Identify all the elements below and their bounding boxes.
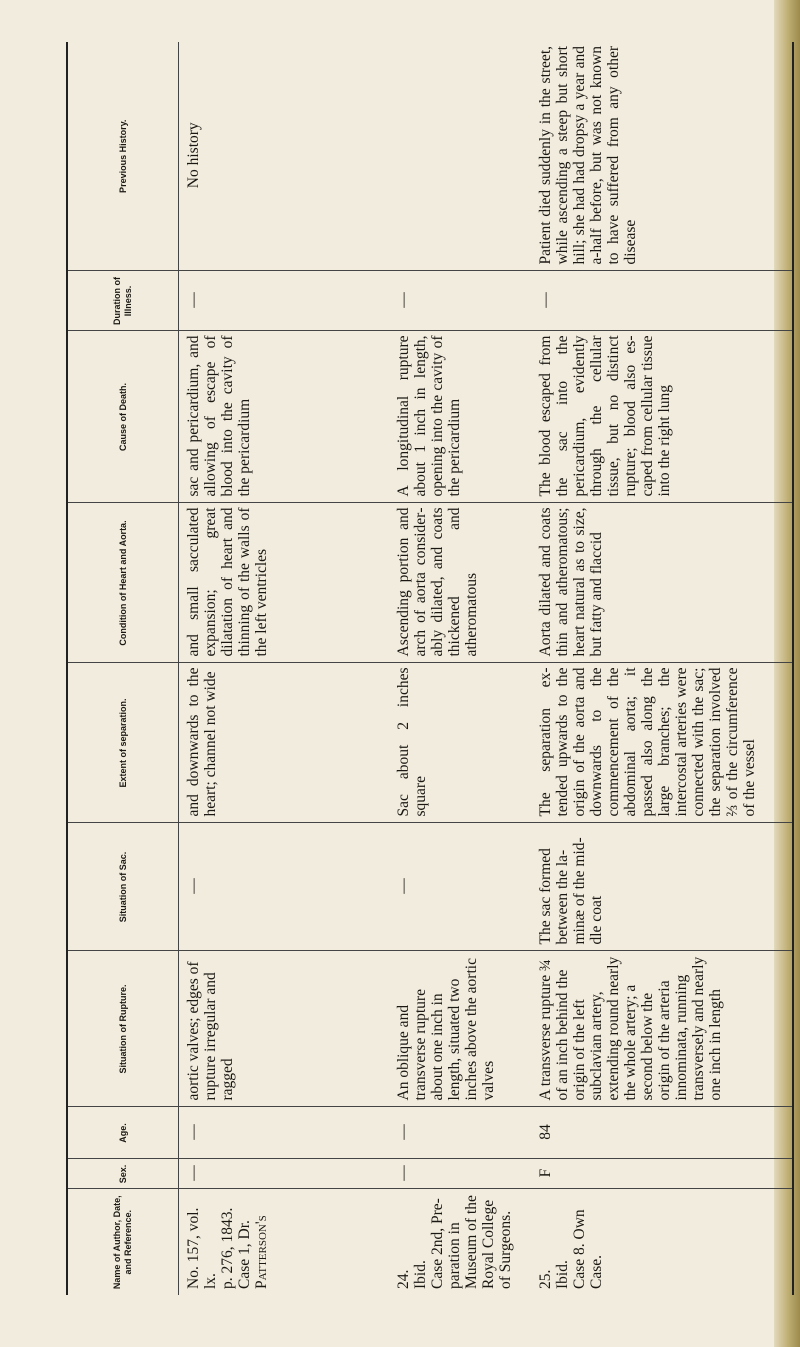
reference-author: Patterson's: [253, 1215, 270, 1289]
sex-cell: F: [531, 1159, 794, 1189]
header-age: Age.: [67, 1107, 179, 1159]
header-sac: Situation of Sac.: [67, 823, 179, 951]
header-cause: Cause of Death.: [67, 331, 179, 503]
table-row: [389, 42, 531, 1295]
header-condition: Condition of Heart and Aorta.: [67, 503, 179, 663]
header-rupture: Situation of Rupture.: [67, 951, 179, 1107]
reference-cell: [389, 1189, 531, 1295]
cause-cell: sac and pericardium, and allowing of escape of blood into the cavity of the pericardium: [179, 331, 389, 503]
header-duration: Duration of Illness.: [67, 271, 179, 331]
age-cell: —: [179, 1107, 389, 1159]
rupture-cell: A transverse rupture ¾ of an inch behind the origin of the left subclavian artery, extending round nearly the whole artery; a second below the origin of the arteria innominata, running transversely and nearly one inch in length: [531, 951, 794, 1107]
reference-line: No. 157, vol. lx.: [185, 1207, 219, 1289]
header-row: [67, 42, 179, 1295]
sex-cell: —: [389, 1159, 531, 1189]
extent-cell: The separation extended upwards to the origin of the aorta and downwards to the commencement of the abdominal aorta; it passed also along the large branches; the intercostal arteries were connected with the sac; the separation involved ⅔ of the circumference of the vessel: [531, 663, 794, 823]
history-cell: [389, 42, 531, 271]
reference-line: 24.: [394, 1269, 412, 1289]
rupture-cell: An oblique and transverse rupture about one inch in length, situated two inches above the aortic valves: [389, 951, 531, 1107]
cause-cell: A longitudinal rupture about 1 inch in length, opening into the cavity of the pericardium: [389, 331, 531, 503]
reference-line: Case 2nd, Preparation in Museum of the Royal College of Surgeons.: [428, 1195, 514, 1289]
table-row: [531, 42, 794, 1295]
duration-cell: —: [179, 271, 389, 331]
sex-cell: —: [179, 1159, 389, 1189]
table-row: [179, 42, 389, 1295]
reference-line: 25.: [536, 1269, 554, 1289]
reference-line: Case 8. Own Case.: [570, 1209, 605, 1289]
duration-cell: —: [531, 271, 794, 331]
header-reference: Name of Author, Date, and Reference.: [67, 1189, 179, 1295]
reference-cell: [531, 1189, 794, 1295]
extent-cell: and downwards to the heart; channel not wide: [179, 663, 389, 823]
sac-cell: The sac formed between the laminæ of the middle coat: [531, 823, 794, 951]
sac-cell: —: [389, 823, 531, 951]
rotated-table-wrapper: [66, 42, 794, 1295]
condition-cell: and small sacculated expansion; great dilatation of heart and thinning of the walls of the left ventricles: [179, 503, 389, 663]
condition-cell: Aorta dilated and coats thin and atheromatous; heart natural as to size, but fatty and flaccid: [531, 503, 794, 663]
aneurysm-cases-table: [66, 42, 794, 1295]
header-sex: Sex.: [67, 1159, 179, 1189]
cause-cell: The blood escaped from the sac into the pericardium, evidently through the cellular tissue, but no distinct rupture; blood also escaped from cellular tissue into the right lung: [531, 331, 794, 503]
reference-line: Ibid.: [411, 1260, 429, 1289]
age-cell: 84: [531, 1107, 794, 1159]
history-cell: No history: [179, 42, 389, 271]
header-extent: Extent of separation.: [67, 663, 179, 823]
duration-cell: —: [389, 271, 531, 331]
reference-cell: [179, 1189, 389, 1295]
age-cell: —: [389, 1107, 531, 1159]
reference-line: p. 276, 1843.: [219, 1207, 236, 1289]
history-cell: Patient died suddenly in the street, while ascending a steep but short hill; she had had dropsy a year and a-half before, but was not known to have suffered from any other disease: [531, 42, 794, 271]
condition-cell: Ascending portion and arch of aorta considerably dilated, and coats thickened and atheromatous: [389, 503, 531, 663]
extent-cell: Sac about 2 inches square: [389, 663, 531, 823]
header-history: Previous History.: [67, 42, 179, 271]
reference-line: Ibid.: [553, 1260, 571, 1289]
sac-cell: —: [179, 823, 389, 951]
rupture-cell: aortic valves; edges of rupture irregular and ragged: [179, 951, 389, 1107]
reference-line: Case 1, Dr.: [236, 1220, 253, 1289]
